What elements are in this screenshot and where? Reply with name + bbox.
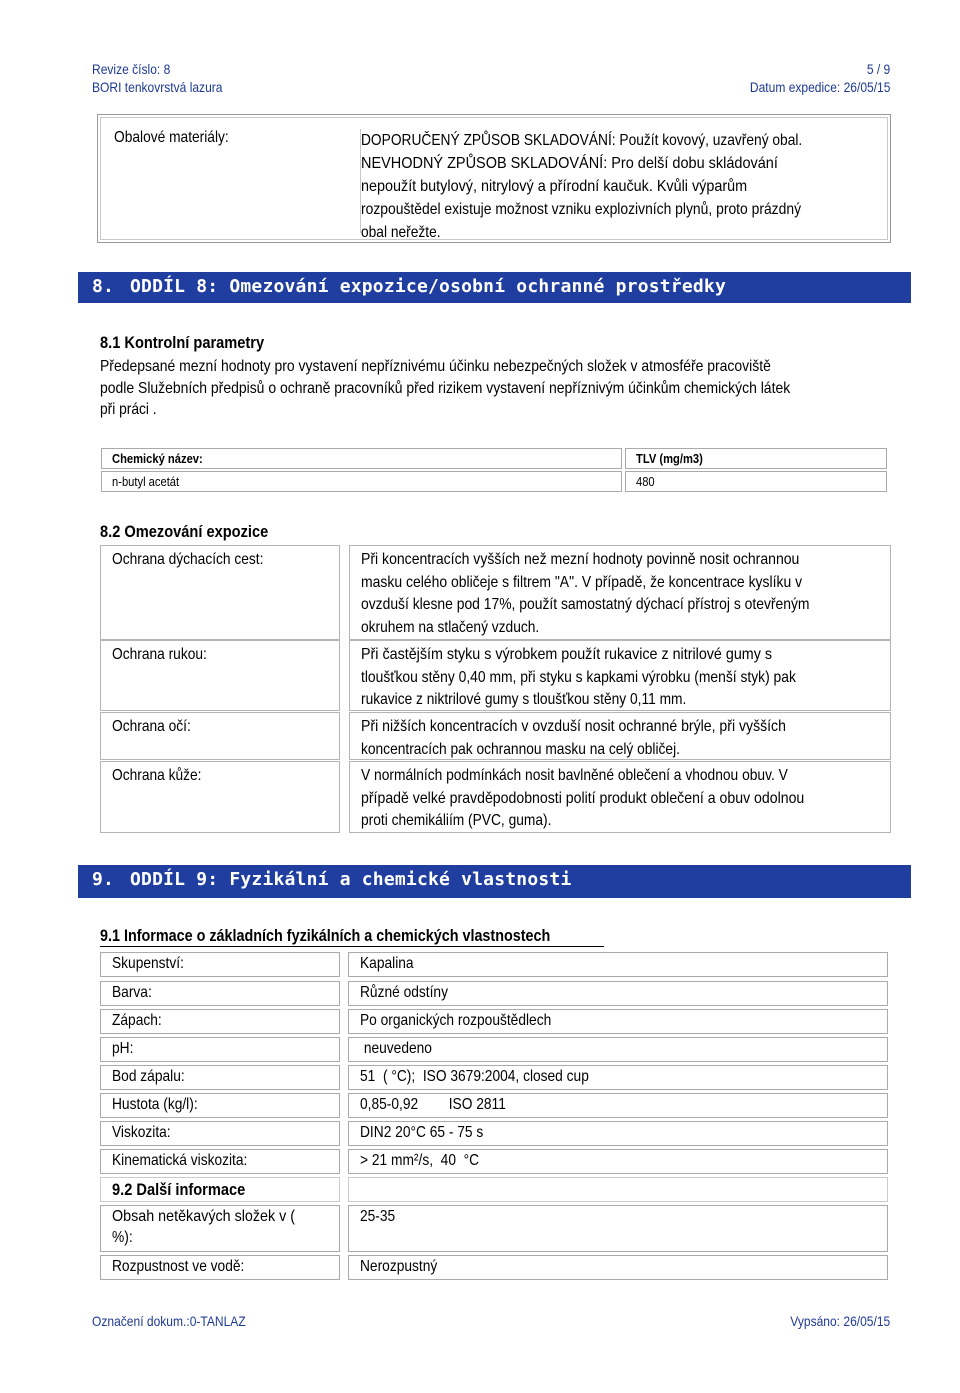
property-key: Zápach: — [112, 1012, 162, 1029]
property-value: neuvedeno — [360, 1040, 432, 1057]
table-row — [100, 981, 887, 1005]
property-value: Různé odstíny — [360, 984, 448, 1001]
property-key: Viskozita: — [112, 1124, 171, 1141]
text-line: podle Služebních předpisů o ochraně pracovníků před rizikem vystavení nepříznivým účinkům chemických látek — [100, 379, 791, 397]
section-8-title: ODDÍL 8: Omezování expozice/osobní ochranné prostředky — [130, 276, 726, 297]
text-line: masku celého obličeje s filtrem "A". V případě, že koncentrace kyslíku v — [361, 573, 803, 591]
table-row — [100, 1255, 887, 1279]
property-value: Nerozpustný — [360, 1258, 438, 1275]
text-line: Předepsané mezní hodnoty pro vystavení nepříznivému účinku nebezpečných složek v atmosféře pracoviště — [100, 358, 771, 375]
table-row — [100, 1177, 887, 1201]
table-row — [101, 471, 887, 492]
section-8-banner — [78, 272, 911, 303]
table-row — [100, 952, 887, 976]
eye-text-cell — [349, 712, 891, 760]
property-value: 0,85-0,92 ISO 2811 — [360, 1096, 506, 1113]
tlv-header-value: TLV (mg/m3) — [636, 451, 703, 466]
text-line: při práci . — [100, 401, 157, 418]
property-key: Obsah netěkavých složek v ( — [112, 1208, 296, 1225]
text-line: případě velké pravděpodobnosti polití produkt oblečení a obuv odolnou — [361, 789, 805, 807]
section-9-title: ODDÍL 9: Fyzikální a chemické vlastnosti — [130, 869, 572, 890]
header-row-2 — [92, 79, 890, 95]
property-value: DIN2 20°C 65 - 75 s — [360, 1124, 484, 1141]
subsection-9-1-underline — [100, 946, 604, 947]
skin-label: Ochrana kůže: — [112, 767, 202, 784]
property-key: Rozpustnost ve vodě: — [112, 1258, 245, 1275]
table-row — [100, 1149, 887, 1173]
property-value: 25-35 — [360, 1208, 396, 1225]
property-key: Kinematická viskozita: — [112, 1152, 248, 1169]
property-value: Po organických rozpouštědlech — [360, 1012, 552, 1029]
text-line: koncentracích pak ochrannou masku na celý obličej. — [361, 740, 680, 758]
property-key: Bod zápalu: — [112, 1068, 185, 1085]
table-row — [100, 1093, 887, 1117]
text-line: tloušťkou stěny 0,40 mm, při styku s kapkami výrobku (menší styk) pak — [361, 668, 796, 686]
packaging-label: Obalové materiály: — [114, 129, 229, 146]
text-line: proti chemikáliím (PVC, guma). — [361, 812, 552, 829]
hand-label-cell — [100, 640, 340, 711]
eye-label: Ochrana očí: — [112, 718, 191, 735]
tlv-substance: n-butyl acetát — [112, 474, 180, 489]
issue-date: Datum expedice: 26/05/15 — [749, 79, 890, 95]
text-line: Při koncentracích vyšších než mezní hodnoty povinně nosit ochrannou — [361, 551, 800, 568]
text-line: okruhem na stlačený vzduch. — [361, 618, 540, 636]
tlv-table-header — [101, 448, 887, 469]
packaging-line: NEVHODNÝ ZPŮSOB SKLADOVÁNÍ: Pro delší dobu skládování — [361, 155, 778, 172]
hand-label: Ochrana rukou: — [112, 646, 207, 663]
table-row — [100, 1009, 887, 1033]
property-key: pH: — [112, 1040, 134, 1057]
section-9-number: 9. — [92, 869, 115, 890]
text-line: Při nižších koncentracích v ovzduší nosit ochranné brýle, při vyšších — [361, 718, 786, 735]
header-row-1 — [92, 61, 890, 77]
text-line: Při častějším styku s výrobkem použít rukavice z nitrilové gumy s — [361, 646, 772, 663]
skin-label-cell — [100, 761, 340, 833]
hand-text-cell — [349, 640, 891, 711]
text-line: rukavice z niktrilové gumy s tloušťkou stěny 0,11 mm. — [361, 691, 687, 708]
subsection-9-2-title: 9.2 Další informace — [112, 1180, 246, 1199]
packaging-line: nepoužít butylový, nitrylový a přírodní kaučuk. Kvůli výparům — [361, 178, 748, 195]
property-value: Kapalina — [360, 955, 414, 972]
text-line: V normálních podmínkách nosit bavlněné oblečení a vhodnou obuv. V — [361, 767, 788, 784]
packaging-text — [360, 129, 879, 241]
footer — [92, 1313, 890, 1329]
property-key-cont: %): — [112, 1229, 133, 1246]
respiratory-label: Ochrana dýchacích cest: — [112, 551, 264, 568]
packaging-line: rozpouštědel existuje možnost vzniku explozivních plynů, proto prázdný — [361, 201, 802, 218]
packaging-line: obal neřežte. — [361, 224, 441, 241]
revision-number: Revize číslo: 8 — [92, 61, 171, 77]
tlv-header-name: Chemický název: — [112, 451, 203, 466]
property-value: > 21 mm²/s, 40 °C — [360, 1152, 480, 1169]
table-row — [100, 1205, 887, 1251]
packaging-line: DOPORUČENÝ ZPŮSOB SKLADOVÁNÍ: Použít kovový, uzavřený obal. — [361, 132, 803, 149]
subsection-9-1-title: 9.1 Informace o základních fyzikálních a chemických vlastnostech — [100, 926, 551, 945]
subsection-8-1-text — [100, 356, 890, 421]
page-number: 5 / 9 — [866, 61, 890, 77]
tlv-value: 480 — [636, 474, 655, 489]
document-id: Označení dokum.:0-TANLAZ — [92, 1313, 246, 1329]
table-row — [100, 1037, 887, 1061]
text-line: ovzduší klesne pod 17%, použít samostatný dýchací přístroj s otevřeným — [361, 596, 810, 613]
respiratory-text-cell — [349, 545, 891, 640]
skin-text-cell — [349, 761, 891, 833]
eye-label-cell — [100, 712, 340, 760]
respiratory-label-cell — [100, 545, 340, 640]
subsection-8-2-title: 8.2 Omezování expozice — [100, 522, 269, 541]
property-key: Barva: — [112, 984, 152, 1001]
product-name: BORI tenkovrstvá lazura — [92, 79, 223, 95]
subsection-8-1-title: 8.1 Kontrolní parametry — [100, 333, 265, 352]
property-value: 51 ( °C); ISO 3679:2004, closed cup — [360, 1068, 589, 1085]
property-key: Hustota (kg/l): — [112, 1096, 198, 1113]
packaging-box — [97, 114, 891, 243]
table-row — [100, 1065, 887, 1089]
table-row — [100, 1121, 887, 1145]
section-8-number: 8. — [92, 276, 115, 297]
printed-date: Vypsáno: 26/05/15 — [790, 1313, 890, 1329]
section-9-banner — [78, 865, 911, 898]
property-key: Skupenství: — [112, 955, 184, 972]
